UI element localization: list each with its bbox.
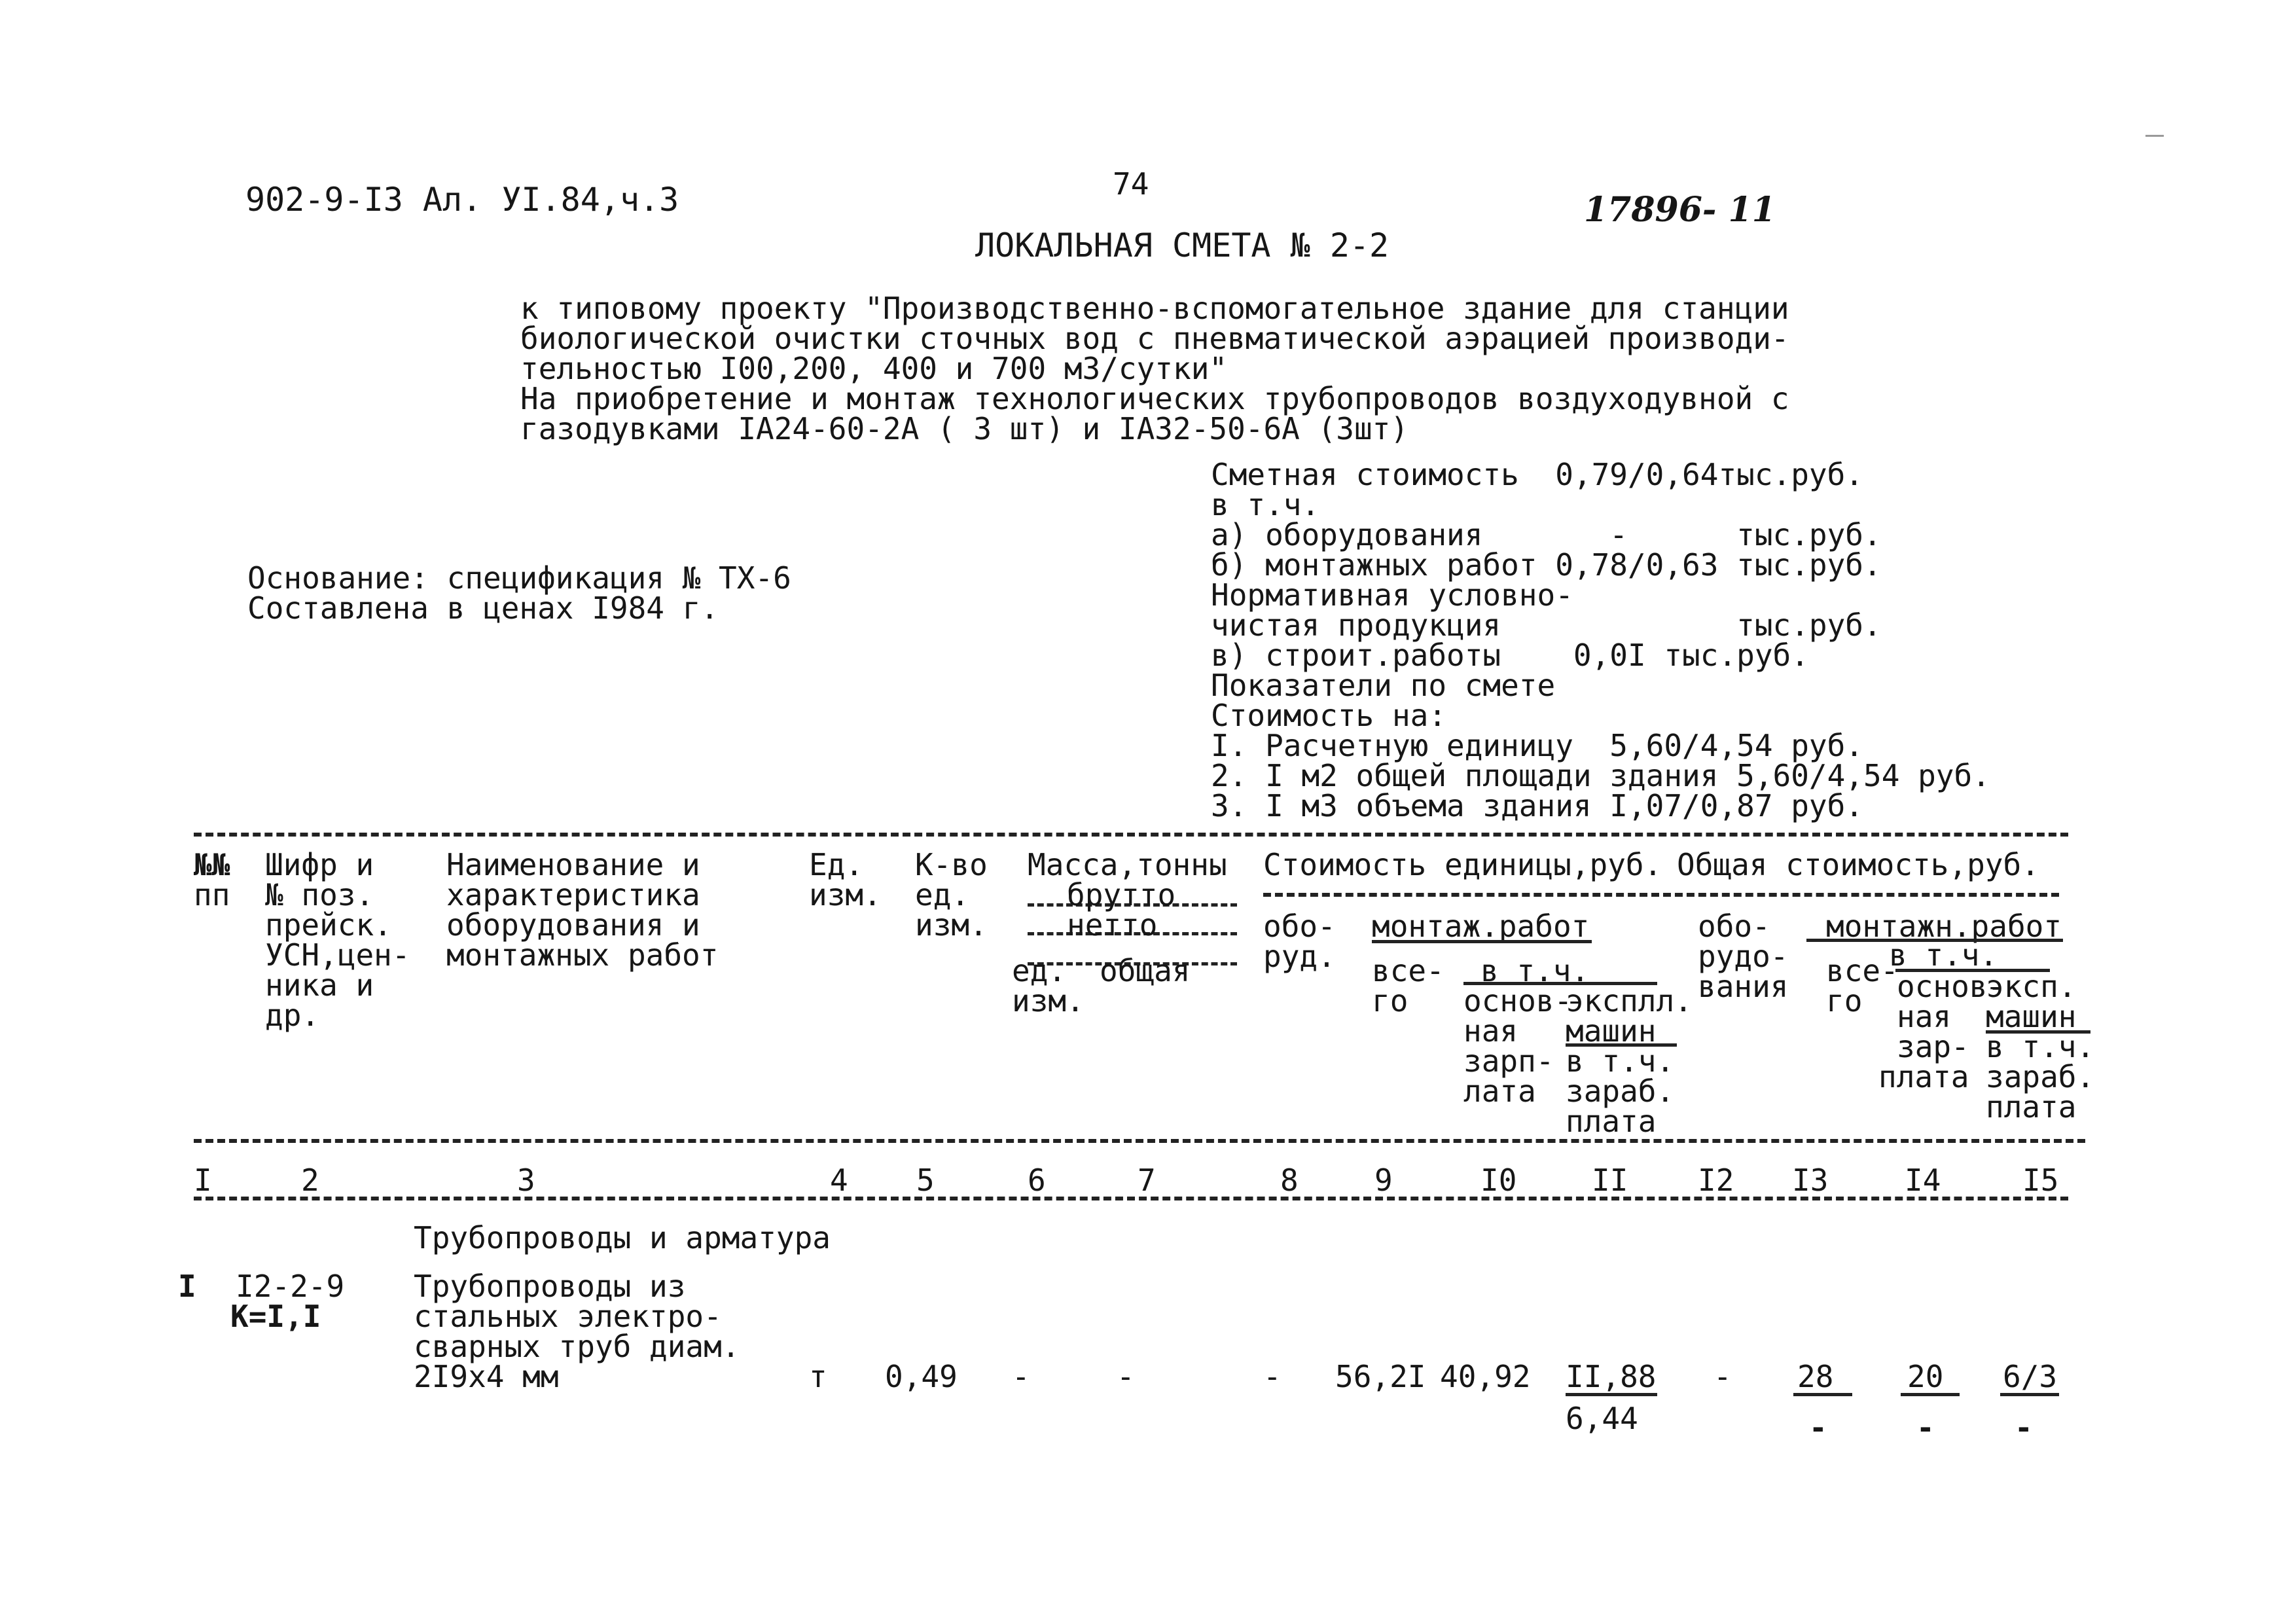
column-number: I5: [2022, 1163, 2059, 1198]
row-fraction-bar: [1566, 1393, 1657, 1396]
row-mass-total: -: [1117, 1359, 1135, 1394]
row-fraction-bar: [1793, 1393, 1852, 1396]
column-number: I: [194, 1163, 212, 1198]
row-total-base-sub: -: [1916, 1410, 1935, 1445]
row-equip-total: -: [1713, 1359, 1732, 1394]
column-number: 5: [916, 1163, 935, 1198]
row-total-machines-sub: -: [2015, 1410, 2033, 1445]
header-code: др.: [265, 998, 320, 1033]
header-machines2: машин: [1986, 999, 2077, 1034]
edge-mark: [2145, 135, 2164, 137]
header-rule: [1372, 940, 1592, 943]
intro-line: биологической очистки сточных вод с пневматической аэрацией производи-: [520, 321, 1789, 356]
header-brutto: брутто: [1067, 877, 1176, 912]
column-number: II: [1592, 1163, 1628, 1198]
row-total-all-sub: -: [1809, 1410, 1827, 1445]
row-qty: 0,49: [885, 1359, 958, 1394]
header-code: прейск.: [265, 907, 392, 943]
header-machines: эксплл.: [1566, 983, 1693, 1019]
intro-line: газодувками IA24-60-2A ( 3 шт) и IA32-50-6A (3шт): [520, 411, 1409, 446]
header-mass-unit: изм.: [1012, 983, 1085, 1019]
row-code: I2-2-9: [236, 1269, 345, 1304]
header-num: пп: [194, 877, 230, 912]
header-equip2: вания: [1698, 969, 1789, 1004]
row-mass-unit: -: [1012, 1359, 1030, 1394]
header-base2: ная: [1897, 999, 1952, 1034]
row-equip-cost: -: [1263, 1359, 1282, 1394]
header-num: №№: [194, 847, 230, 882]
header-qty: К-во: [915, 847, 988, 882]
header-base2: плата: [1878, 1059, 1969, 1094]
header-unit: изм.: [809, 877, 882, 912]
row-machines-salary: 6,44: [1566, 1401, 1638, 1436]
intro-line: к типовому проекту "Производственно-вспомогательное здание для станции: [520, 291, 1789, 326]
row-total-all: 28: [1797, 1359, 1834, 1394]
summary-line: в т.ч.: [1211, 487, 1320, 522]
header-equip: руд.: [1263, 939, 1336, 974]
header-machines: машин: [1566, 1013, 1657, 1049]
header-code: Шифр и: [265, 847, 374, 882]
column-number: 9: [1374, 1163, 1393, 1198]
header-mass-total: общая: [1100, 953, 1191, 988]
header-incl: в т.ч.: [1480, 953, 1590, 988]
estimate-title: ЛОКАЛЬНАЯ СМЕТА № 2-2: [975, 226, 1390, 264]
header-base2: зар-: [1897, 1029, 1969, 1064]
header-netto: нетто: [1067, 907, 1158, 943]
row-code: К=I,I: [230, 1299, 321, 1334]
header-machines2: зараб.: [1986, 1059, 2095, 1094]
document-code: 902-9-I3 Ал. УI.84,ч.3: [245, 181, 679, 219]
header-machines2: плата: [1986, 1089, 2077, 1125]
summary-line: б) монтажных работ 0,78/0,63 тыс.руб.: [1211, 547, 1882, 583]
row-total-machines: 6/3: [2003, 1359, 2058, 1394]
row-name: стальных электро-: [414, 1299, 722, 1334]
intro-line: На приобретение и монтаж технологических трубопроводов воздуходувной с: [520, 381, 1789, 416]
header-base-salary: основ-: [1463, 983, 1573, 1019]
header-code: УСН,цен-: [265, 937, 410, 973]
column-number: I2: [1698, 1163, 1734, 1198]
row-montazh-total: 56,2I: [1335, 1359, 1426, 1394]
basis-line: Основание: спецификация № ТХ-6: [247, 560, 791, 596]
row-total-base: 20: [1907, 1359, 1944, 1394]
header-qty: ед.: [915, 877, 970, 912]
table-top-rule: [194, 833, 2068, 837]
summary-line: Нормативная условно-: [1211, 577, 1573, 613]
header-total-cost: Общая стоимость,руб.: [1677, 847, 2039, 882]
row-base-salary: 40,92: [1440, 1359, 1531, 1394]
header-montazhn: монтажн.работ: [1826, 909, 2062, 944]
header-name: оборудования и: [446, 907, 700, 943]
column-number: 3: [517, 1163, 535, 1198]
header-total2: все-: [1826, 953, 1899, 988]
row-fraction-bar: [2000, 1393, 2059, 1396]
header-unit: Ед.: [809, 847, 864, 882]
column-number: I0: [1480, 1163, 1517, 1198]
page-number: 74: [1113, 166, 1149, 202]
summary-line: Показатели по смете: [1211, 668, 1556, 703]
column-number: 2: [301, 1163, 319, 1198]
row-name: 2I9х4 мм: [414, 1359, 559, 1394]
summary-line: Стоимость на:: [1211, 698, 1447, 733]
header-equip: обо-: [1263, 909, 1336, 944]
column-numbers-rule: [194, 1197, 2068, 1200]
header-montazh: монтаж.работ: [1372, 909, 1590, 944]
column-number: 6: [1028, 1163, 1046, 1198]
header-name: характеристика: [446, 877, 700, 912]
header-equip2: обо-: [1698, 909, 1770, 944]
row-number: I: [178, 1269, 196, 1304]
column-number: 4: [830, 1163, 848, 1198]
header-machines: в т.ч.: [1566, 1043, 1675, 1079]
header-machines2: эксп.: [1986, 969, 2077, 1004]
handwritten-number: 17896- 11: [1584, 190, 1776, 230]
header-machines: плата: [1566, 1104, 1657, 1139]
summary-line: Сметная стоимость 0,79/0,64тыс.руб.: [1211, 457, 1863, 492]
summary-line: в) строит.работы 0,0I тыс.руб.: [1211, 638, 1809, 673]
row-name: сварных труб диам.: [414, 1329, 740, 1364]
header-qty: изм.: [915, 907, 988, 943]
header-name: монтажных работ: [446, 937, 719, 973]
summary-line: I. Расчетную единицу 5,60/4,54 руб.: [1211, 728, 1863, 763]
header-incl2: в т.ч.: [1889, 937, 1998, 973]
column-number: I4: [1905, 1163, 1941, 1198]
header-base-salary: ная: [1463, 1013, 1518, 1049]
header-machines: зараб.: [1566, 1074, 1675, 1109]
header-base-salary: зарп-: [1463, 1043, 1554, 1079]
row-fraction-bar: [1901, 1393, 1960, 1396]
header-rule: [1263, 893, 2059, 897]
row-machines: II,88: [1566, 1359, 1657, 1394]
header-mass: Масса,тонны: [1028, 847, 1227, 882]
row-name: Трубопроводы из: [414, 1269, 686, 1304]
header-total: все-: [1372, 953, 1444, 988]
header-total: го: [1372, 983, 1408, 1019]
row-unit: т: [809, 1359, 827, 1394]
header-mass-unit: ед.: [1012, 953, 1067, 988]
summary-line: а) оборудования - тыс.руб.: [1211, 517, 1882, 552]
section-title: Трубопроводы и арматура: [414, 1220, 831, 1255]
summary-line: 3. I м3 объема здания I,07/0,87 руб.: [1211, 788, 1863, 823]
header-name: Наименование и: [446, 847, 700, 882]
basis-line: Составлена в ценах I984 г.: [247, 590, 719, 626]
header-machines2: в т.ч.: [1986, 1029, 2095, 1064]
header-base-salary: лата: [1463, 1074, 1536, 1109]
summary-line: чистая продукция тыс.руб.: [1211, 607, 1882, 643]
column-number: 8: [1280, 1163, 1299, 1198]
intro-line: тельностью I00,200, 400 и 700 м3/сутки": [520, 351, 1228, 386]
table-header-rule: [194, 1139, 2085, 1143]
header-code: № поз.: [265, 877, 374, 912]
header-total2: го: [1826, 983, 1863, 1019]
header-unit-cost: Стоимость единицы,руб.: [1263, 847, 1662, 882]
header-equip2: рудо-: [1698, 939, 1789, 974]
header-base2: основ-: [1897, 969, 2006, 1004]
header-code: ника и: [265, 967, 374, 1003]
column-number: 7: [1138, 1163, 1156, 1198]
summary-line: 2. I м2 общей площади здания 5,60/4,54 руб.: [1211, 758, 1990, 793]
column-number: I3: [1792, 1163, 1829, 1198]
